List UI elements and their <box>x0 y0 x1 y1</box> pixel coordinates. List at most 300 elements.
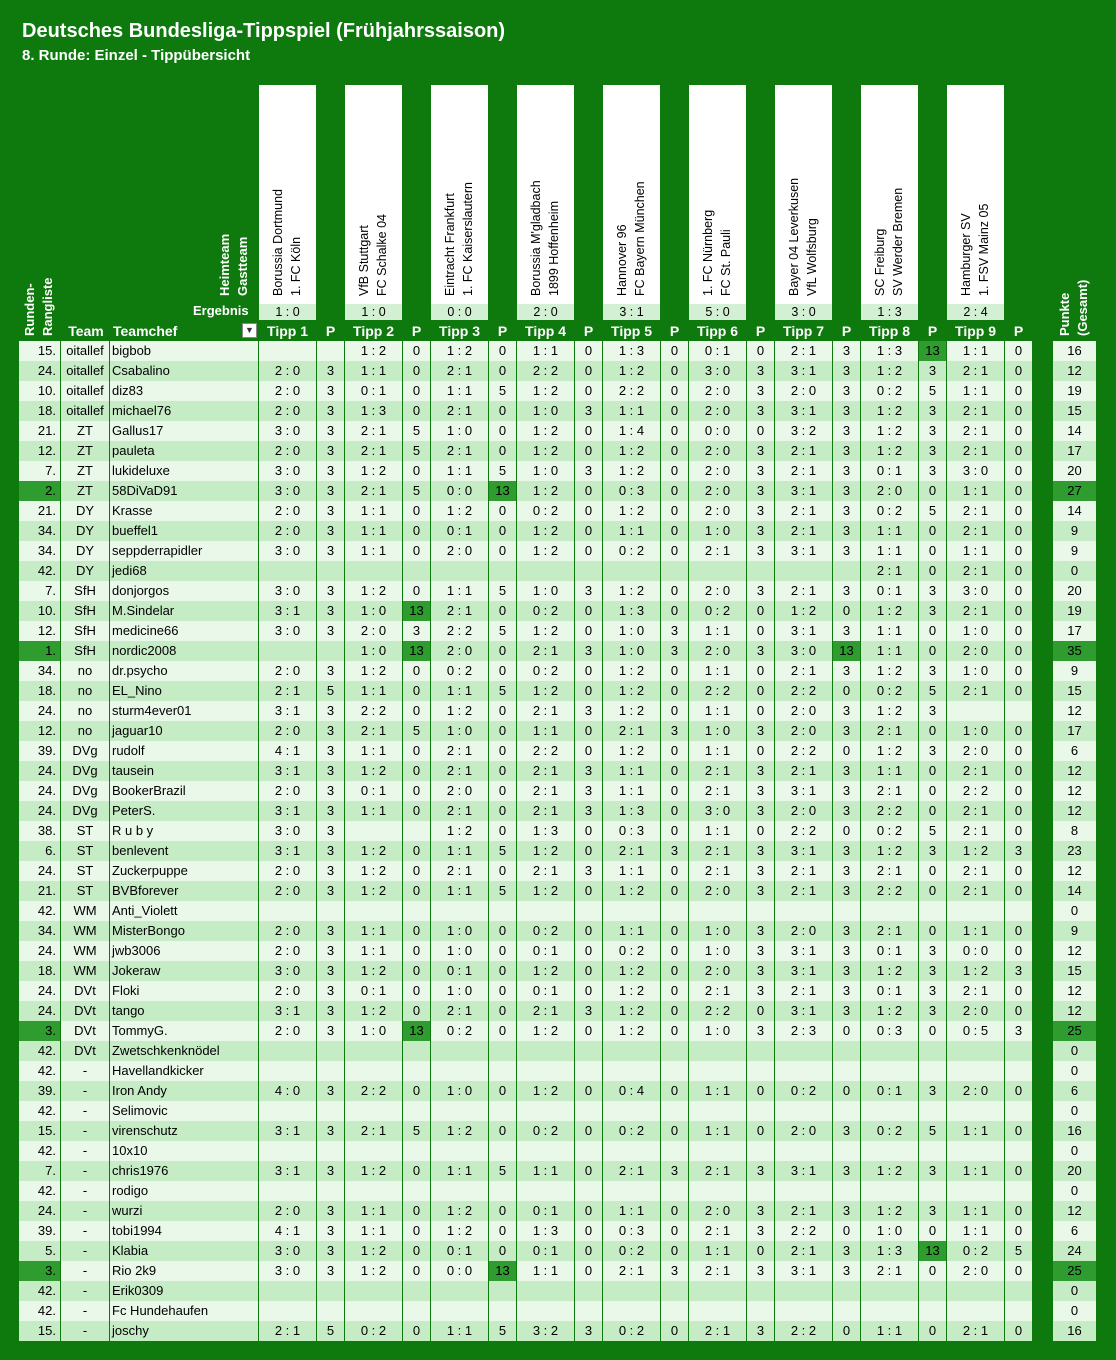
tipp-cell: 2 : 2 <box>689 681 746 701</box>
points-cell <box>833 1181 860 1201</box>
tipp-cell: 2 : 1 <box>775 341 832 361</box>
tipp-cell: 1 : 1 <box>345 921 402 941</box>
tipp-cell: 2 : 0 <box>947 1081 1004 1101</box>
tipp-cell: 1 : 0 <box>689 941 746 961</box>
total-points-cell: 12 <box>1053 701 1096 721</box>
tipp-cell <box>775 1101 832 1121</box>
tipp-cell: 1 : 3 <box>861 341 918 361</box>
points-cell: 0 <box>575 361 602 381</box>
home-team-name: VfB Stuttgart <box>357 225 371 296</box>
points-cell <box>833 1281 860 1301</box>
tipp-cell: 1 : 1 <box>603 781 660 801</box>
points-cell: 3 <box>833 521 860 541</box>
teamchef-cell: seppderrapidler <box>110 541 258 561</box>
tipp-cell: 1 : 2 <box>603 681 660 701</box>
points-cell: 3 <box>919 361 946 381</box>
table-row <box>0 841 1116 861</box>
points-cell: 0 <box>747 421 774 441</box>
team-cell: - <box>61 1201 109 1221</box>
tipp-cell <box>603 561 660 581</box>
tipp-cell: 2 : 1 <box>689 1221 746 1241</box>
teamchef-column-header: Teamchef <box>113 323 178 339</box>
rank-cell: 42. <box>19 561 60 581</box>
tipp-cell: 2 : 1 <box>947 1321 1004 1341</box>
total-points-cell: 6 <box>1053 741 1096 761</box>
points-cell: 3 <box>747 921 774 941</box>
points-cell: 0 <box>919 921 946 941</box>
table-row <box>0 601 1116 621</box>
points-cell: 3 <box>317 521 344 541</box>
points-cell: 3 <box>575 861 602 881</box>
tipp-cell <box>775 1061 832 1081</box>
points-cell: 0 <box>1005 801 1032 821</box>
total-points-cell: 0 <box>1053 1041 1096 1061</box>
tipp-cell: 3 : 0 <box>259 461 316 481</box>
table-row <box>0 781 1116 801</box>
tipp-cell: 1 : 2 <box>517 681 574 701</box>
table-row <box>0 821 1116 841</box>
tipp-cell <box>861 1061 918 1081</box>
tipp-cell: 2 : 2 <box>775 821 832 841</box>
tipp-cell: 2 : 1 <box>431 861 488 881</box>
tipp-cell: 2 : 1 <box>689 1321 746 1341</box>
tipp-cell: 1 : 2 <box>345 1261 402 1281</box>
points-cell: 3 <box>317 1241 344 1261</box>
points-cell: 0 <box>575 1081 602 1101</box>
points-cell: 0 <box>747 741 774 761</box>
tipp-cell: 1 : 1 <box>431 461 488 481</box>
tipp-cell: 1 : 1 <box>603 761 660 781</box>
tipp-cell <box>603 1141 660 1161</box>
tipp-cell: 1 : 0 <box>517 401 574 421</box>
points-cell <box>661 1041 688 1061</box>
match-result: 3 : 1 <box>603 304 660 320</box>
tipp-cell: 1 : 0 <box>517 581 574 601</box>
points-cell: 3 <box>575 781 602 801</box>
points-cell: 3 <box>833 621 860 641</box>
teamchef-cell: Havellandkicker <box>110 1061 258 1081</box>
tipp-cell: 2 : 2 <box>775 1321 832 1341</box>
tipp-cell <box>345 821 402 841</box>
points-cell: 0 <box>403 681 430 701</box>
tipp-cell: 1 : 2 <box>947 961 1004 981</box>
points-cell: 3 <box>833 441 860 461</box>
points-cell <box>489 1281 516 1301</box>
points-cell: 0 <box>575 421 602 441</box>
points-cell <box>403 1041 430 1061</box>
table-row <box>0 1141 1116 1161</box>
tipp-cell: 1 : 2 <box>345 1161 402 1181</box>
total-points-cell: 23 <box>1053 841 1096 861</box>
tipp-cell: 1 : 1 <box>861 641 918 661</box>
team-cell: DVg <box>61 781 109 801</box>
tipp-cell: 1 : 1 <box>603 1201 660 1221</box>
tipp-cell <box>259 1041 316 1061</box>
tipp-cell: 1 : 1 <box>431 1321 488 1341</box>
tipp-cell: 3 : 1 <box>775 361 832 381</box>
tipp-cell: 1 : 2 <box>345 761 402 781</box>
tipp-cell: 3 : 0 <box>259 421 316 441</box>
tipp-cell: 2 : 1 <box>861 1261 918 1281</box>
points-cell: 3 <box>747 721 774 741</box>
team-cell: oitallef <box>61 401 109 421</box>
tipp-cell: 2 : 2 <box>345 701 402 721</box>
tipp-cell: 0 : 2 <box>517 501 574 521</box>
team-cell: DY <box>61 561 109 581</box>
total-points-cell: 0 <box>1053 1061 1096 1081</box>
points-cell: 3 <box>833 941 860 961</box>
points-cell: 0 <box>661 921 688 941</box>
rank-cell: 2. <box>19 481 60 501</box>
points-cell: 3 <box>919 601 946 621</box>
points-cell: 3 <box>317 661 344 681</box>
points-cell: 3 <box>317 841 344 861</box>
points-cell: 0 <box>1005 1121 1032 1141</box>
tipp-cell: 2 : 2 <box>861 801 918 821</box>
points-cell: 13 <box>403 601 430 621</box>
points-cell: 13 <box>833 641 860 661</box>
points-cell: 3 <box>317 1161 344 1181</box>
points-cell: 0 <box>919 761 946 781</box>
points-cell: 3 <box>919 1081 946 1101</box>
teamchef-cell: michael76 <box>110 401 258 421</box>
tipp-cell: 2 : 1 <box>259 681 316 701</box>
points-cell: 0 <box>489 721 516 741</box>
points-cell: 3 <box>919 741 946 761</box>
home-team-name: 1. FC Nürnberg <box>701 209 715 296</box>
points-column-header: P <box>1013 323 1024 339</box>
away-team-name: FC Schalke 04 <box>375 214 389 296</box>
tipp-cell: 1 : 0 <box>345 601 402 621</box>
tipp-cell: 2 : 2 <box>689 1001 746 1021</box>
match-teams-box <box>775 85 832 304</box>
teamchef-cell: Krasse <box>110 501 258 521</box>
points-cell: 3 <box>1005 841 1032 861</box>
points-cell: 3 <box>575 461 602 481</box>
points-column-header: P <box>583 323 594 339</box>
rank-cell: 24. <box>19 861 60 881</box>
points-cell <box>575 1061 602 1081</box>
tipp-cell: 2 : 1 <box>689 761 746 781</box>
tipp-cell <box>947 1301 1004 1321</box>
tipp-cell: 2 : 0 <box>689 1201 746 1221</box>
points-cell <box>661 1101 688 1121</box>
points-cell: 3 <box>575 801 602 821</box>
team-cell: oitallef <box>61 361 109 381</box>
tipp-cell: 0 : 2 <box>431 661 488 681</box>
tipp-cell: 1 : 2 <box>861 1001 918 1021</box>
tipp-cell: 1 : 2 <box>603 361 660 381</box>
tipp-cell: 1 : 2 <box>431 341 488 361</box>
points-cell: 0 <box>661 701 688 721</box>
tipp-cell <box>517 1281 574 1301</box>
tipp-cell <box>689 1061 746 1081</box>
tipp-cell: 0 : 1 <box>431 521 488 541</box>
tipp-cell: 1 : 2 <box>861 701 918 721</box>
teamchef-cell: donjorgos <box>110 581 258 601</box>
tipp-cell: 2 : 1 <box>947 521 1004 541</box>
tipp-cell: 2 : 1 <box>431 1001 488 1021</box>
tipp-cell: 1 : 1 <box>603 921 660 941</box>
tipp-cell: 1 : 1 <box>861 621 918 641</box>
points-cell <box>575 1041 602 1061</box>
tipp-cell: 2 : 0 <box>431 781 488 801</box>
tipp-cell: 1 : 1 <box>861 761 918 781</box>
points-cell: 0 <box>1005 501 1032 521</box>
points-cell: 0 <box>919 541 946 561</box>
tipp-cell: 2 : 0 <box>259 361 316 381</box>
tipp-cell: 1 : 2 <box>345 841 402 861</box>
points-cell: 0 <box>403 801 430 821</box>
total-points-cell: 14 <box>1053 501 1096 521</box>
tipp-cell: 1 : 2 <box>517 881 574 901</box>
tipp-cell: 0 : 1 <box>517 981 574 1001</box>
team-cell: ST <box>61 881 109 901</box>
points-cell: 0 <box>833 821 860 841</box>
match-teams-box <box>431 85 488 304</box>
points-cell: 3 <box>747 361 774 381</box>
total-points-cell: 6 <box>1053 1081 1096 1101</box>
points-cell: 5 <box>317 1321 344 1341</box>
points-cell: 3 <box>833 401 860 421</box>
tipp-cell: 2 : 0 <box>259 441 316 461</box>
points-cell <box>575 1141 602 1161</box>
points-cell <box>317 901 344 921</box>
points-cell: 3 <box>919 961 946 981</box>
tipp-cell <box>517 1141 574 1161</box>
tipp-cell: 0 : 2 <box>861 821 918 841</box>
points-cell <box>317 341 344 361</box>
tipp-cell: 1 : 1 <box>689 701 746 721</box>
points-cell: 3 <box>833 341 860 361</box>
points-cell: 3 <box>747 461 774 481</box>
points-cell: 3 <box>833 1241 860 1261</box>
points-cell: 3 <box>747 941 774 961</box>
points-cell: 0 <box>489 1081 516 1101</box>
tipp-cell: 2 : 1 <box>345 441 402 461</box>
tipp-cell: 3 : 1 <box>775 1161 832 1181</box>
away-team-name: 1899 Hoffenheim <box>547 201 561 296</box>
table-row <box>0 1021 1116 1041</box>
points-cell: 0 <box>1005 661 1032 681</box>
points-cell: 0 <box>403 1241 430 1261</box>
filter-dropdown-button[interactable]: ▼ <box>242 323 257 338</box>
rangliste-label-1: Runden- <box>22 283 37 336</box>
points-cell: 5 <box>919 821 946 841</box>
points-cell: 0 <box>661 1321 688 1341</box>
tipp-cell: 2 : 1 <box>775 461 832 481</box>
points-cell: 3 <box>317 621 344 641</box>
home-team-name: Hannover 96 <box>615 224 629 296</box>
total-points-cell: 20 <box>1053 461 1096 481</box>
points-cell <box>833 1101 860 1121</box>
tipp-cell: 1 : 0 <box>689 921 746 941</box>
tipp-cell: 0 : 2 <box>861 681 918 701</box>
teamchef-cell: Floki <box>110 981 258 1001</box>
total-points-cell: 20 <box>1053 581 1096 601</box>
tipp-cell: 1 : 3 <box>603 601 660 621</box>
match-result: 1 : 3 <box>861 304 918 320</box>
tipp-cell: 2 : 1 <box>689 1261 746 1281</box>
points-cell: 0 <box>661 1121 688 1141</box>
tipp-column-header: Tipp 7 <box>783 323 824 339</box>
tipp-cell: 1 : 1 <box>947 1121 1004 1141</box>
tipp-cell <box>603 1101 660 1121</box>
points-cell: 0 <box>1005 781 1032 801</box>
points-cell: 3 <box>575 401 602 421</box>
points-cell: 3 <box>833 761 860 781</box>
table-row <box>0 1161 1116 1181</box>
points-cell: 0 <box>489 821 516 841</box>
tipp-cell: 1 : 1 <box>345 801 402 821</box>
tipp-cell: 2 : 0 <box>689 881 746 901</box>
points-cell: 3 <box>1005 961 1032 981</box>
rank-cell: 24. <box>19 801 60 821</box>
tipp-column-header: Tipp 3 <box>439 323 480 339</box>
tipp-cell <box>259 341 316 361</box>
tipp-cell: 3 : 0 <box>259 541 316 561</box>
points-cell <box>661 1141 688 1161</box>
table-row <box>0 541 1116 561</box>
tipp-cell: 3 : 1 <box>775 841 832 861</box>
teamchef-cell: tausein <box>110 761 258 781</box>
tipp-cell <box>603 1061 660 1081</box>
points-cell <box>919 1061 946 1081</box>
points-cell <box>575 1181 602 1201</box>
tipp-cell: 0 : 1 <box>517 1201 574 1221</box>
tipp-cell <box>259 1181 316 1201</box>
tipp-cell: 2 : 1 <box>689 981 746 1001</box>
total-points-cell: 12 <box>1053 1201 1096 1221</box>
tipp-cell: 1 : 0 <box>947 661 1004 681</box>
teamchef-cell: Rio 2k9 <box>110 1261 258 1281</box>
tipp-cell: 2 : 0 <box>259 501 316 521</box>
points-cell: 0 <box>489 1001 516 1021</box>
points-cell: 0 <box>833 601 860 621</box>
points-cell <box>661 1301 688 1321</box>
tipp-cell <box>345 1301 402 1321</box>
points-cell <box>1005 701 1032 721</box>
teamchef-cell: virenschutz <box>110 1121 258 1141</box>
points-cell: 3 <box>833 721 860 741</box>
points-cell: 0 <box>833 1321 860 1341</box>
total-points-cell: 12 <box>1053 941 1096 961</box>
points-cell <box>661 1281 688 1301</box>
points-cell: 3 <box>833 381 860 401</box>
points-cell: 3 <box>317 1221 344 1241</box>
tipp-cell <box>517 1041 574 1061</box>
points-cell: 0 <box>661 501 688 521</box>
tipp-cell: 3 : 0 <box>259 1241 316 1261</box>
points-cell: 3 <box>833 881 860 901</box>
tipp-cell <box>431 561 488 581</box>
total-points-cell: 35 <box>1053 641 1096 661</box>
teamchef-cell: medicine66 <box>110 621 258 641</box>
table-row <box>0 381 1116 401</box>
tipp-cell: 2 : 0 <box>259 861 316 881</box>
points-cell: 0 <box>489 861 516 881</box>
tipp-cell: 2 : 2 <box>517 741 574 761</box>
tipp-cell: 2 : 0 <box>259 721 316 741</box>
tipp-cell: 1 : 2 <box>603 881 660 901</box>
tipp-cell <box>947 1041 1004 1061</box>
points-cell <box>747 1181 774 1201</box>
tipp-cell: 2 : 1 <box>861 861 918 881</box>
rank-cell: 10. <box>19 601 60 621</box>
points-cell: 3 <box>747 981 774 1001</box>
tipp-cell: 0 : 2 <box>517 601 574 621</box>
total-points-cell: 0 <box>1053 901 1096 921</box>
rank-cell: 24. <box>19 981 60 1001</box>
tipp-cell: 1 : 1 <box>345 501 402 521</box>
team-cell: DVg <box>61 741 109 761</box>
tipp-cell: 0 : 5 <box>947 1021 1004 1041</box>
match-teams-box <box>517 85 574 304</box>
rank-cell: 42. <box>19 1061 60 1081</box>
points-cell: 0 <box>403 501 430 521</box>
points-cell: 0 <box>575 381 602 401</box>
team-cell: SfH <box>61 601 109 621</box>
tipp-cell: 2 : 1 <box>259 1321 316 1341</box>
points-cell: 0 <box>1005 541 1032 561</box>
points-cell: 3 <box>317 961 344 981</box>
tipp-cell <box>775 561 832 581</box>
match-teams-box <box>947 85 1004 304</box>
tipp-cell: 3 : 0 <box>775 641 832 661</box>
points-cell: 13 <box>919 1241 946 1261</box>
tipp-cell: 1 : 2 <box>345 581 402 601</box>
table-row <box>0 441 1116 461</box>
tipp-cell: 1 : 1 <box>689 1241 746 1261</box>
points-cell: 3 <box>317 861 344 881</box>
away-team-name: FC St. Pauli <box>719 229 733 296</box>
points-cell <box>403 1141 430 1161</box>
tipp-cell: 2 : 0 <box>689 441 746 461</box>
table-row <box>0 1281 1116 1301</box>
points-cell: 3 <box>833 1121 860 1141</box>
tipp-cell <box>431 1061 488 1081</box>
team-cell: DY <box>61 521 109 541</box>
tipp-cell: 2 : 0 <box>775 701 832 721</box>
tipp-cell <box>259 901 316 921</box>
tipp-cell <box>431 1301 488 1321</box>
table-row <box>0 641 1116 661</box>
points-cell <box>575 561 602 581</box>
rank-cell: 42. <box>19 1101 60 1121</box>
table-row <box>0 1041 1116 1061</box>
tipp-cell: 1 : 0 <box>947 721 1004 741</box>
rank-cell: 39. <box>19 741 60 761</box>
tipp-cell: 4 : 1 <box>259 741 316 761</box>
points-cell: 0 <box>489 981 516 1001</box>
away-team-name: FC Bayern München <box>633 181 647 296</box>
points-cell <box>747 1141 774 1161</box>
teamchef-cell: BVBforever <box>110 881 258 901</box>
tipp-cell: 3 : 1 <box>775 941 832 961</box>
points-cell: 13 <box>403 641 430 661</box>
points-cell <box>747 1101 774 1121</box>
tipp-cell: 2 : 0 <box>689 581 746 601</box>
tipp-cell: 1 : 0 <box>431 981 488 1001</box>
points-cell <box>919 1141 946 1161</box>
tipp-cell: 2 : 2 <box>345 1081 402 1101</box>
tipp-cell: 1 : 2 <box>517 421 574 441</box>
tipp-cell: 2 : 1 <box>947 801 1004 821</box>
total-points-cell: 15 <box>1053 961 1096 981</box>
tipp-cell <box>259 1301 316 1321</box>
points-cell <box>1005 1041 1032 1061</box>
points-cell <box>575 1281 602 1301</box>
